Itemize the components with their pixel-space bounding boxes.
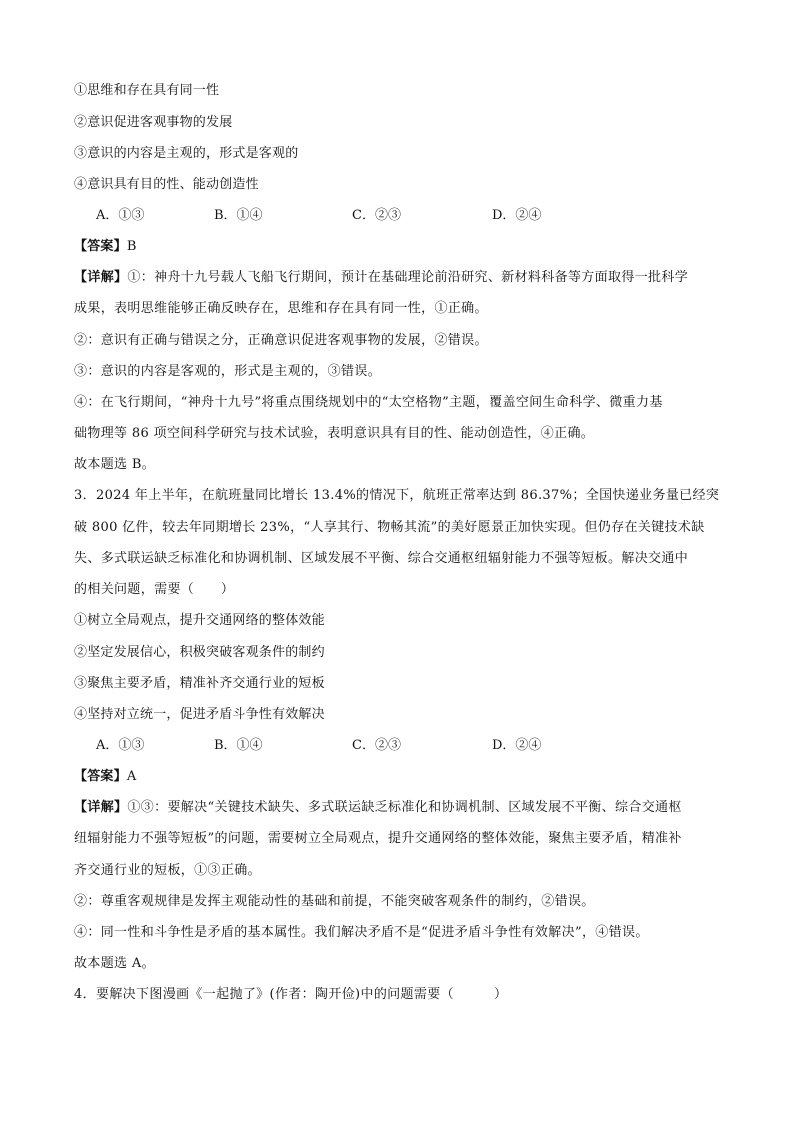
q3-detail-line-4: ②：尊重客观规律是发挥主观能动性的基础和前提，不能突破客观条件的制约，②错误。	[74, 894, 595, 909]
q2-conclusion: 故本题选 B。	[74, 457, 156, 472]
q3-statement-4: ④坚持对立统一，促进矛盾斗争性有效解决	[74, 707, 325, 722]
q2-statement-1: ①思维和存在具有同一性	[74, 83, 220, 98]
q2-statement-2: ②意识促进客观事物的发展	[74, 115, 233, 130]
q2-detail-tag: 【详解】	[74, 270, 128, 285]
q3-statement-1: ①树立全局观点，提升交通网络的整体效能	[74, 613, 325, 628]
q3-detail-line-3: 齐交通行业的短板，①③正确。	[74, 863, 261, 878]
q2-statement-4: ④意识具有目的性、能动创造性	[74, 177, 259, 192]
q2-choice-b: B．①④	[214, 208, 263, 223]
q2-detail-text-1: ①：神舟十九号载人飞船飞行期间，预计在基础理论前沿研究、新材料科备等方面取得一批科学	[127, 270, 689, 285]
q4-stem: 4．要解决下图漫画《一起抛了》(作者：陶开俭)中的问题需要（ ）	[74, 987, 508, 1002]
q3-detail-line-5: ④：同一性和斗争性是矛盾的基本属性。我们解决矛盾不是“促进矛盾斗争性有效解决”，④错误。	[74, 925, 649, 940]
q2-detail-line-2: 成果，表明思维能够正确反映存在，思维和存在具有同一性，①正确。	[74, 301, 488, 316]
q2-choice-d: D．②④	[492, 208, 542, 223]
q3-answer-tag: 【答案】	[74, 769, 127, 784]
q2-detail-line-6: 础物理等 86 项空间科学研究与技术试验，表明意识具有目的性、能动创造性，④正确。	[74, 426, 595, 441]
q2-statement-3: ③意识的内容是主观的，形式是客观的	[74, 146, 299, 161]
q2-detail-line-3: ②：意识有正确与错误之分，正确意识促进客观事物的发展，②错误。	[74, 333, 488, 348]
q3-choice-d: D．②④	[492, 738, 542, 753]
q2-choice-c: C．②③	[352, 208, 401, 223]
q2-answer-value: B	[126, 239, 137, 254]
q3-answer	[74, 768, 724, 786]
q2-answer	[74, 238, 724, 256]
q3-stem-line-1: 3．2024 年上半年，在航班量同比增长 13.4%的情况下，航班正常率达到 86.37%；全国快递业务量已经突	[74, 488, 720, 503]
q3-choice-a: A．①③	[96, 738, 145, 753]
q3-stem-line-3: 失、多式联运缺乏标准化和协调机制、区域发展不平衡、综合交通枢纽辐射能力不强等短板。解决交通中	[74, 551, 689, 566]
q2-detail-line-5: ④：在飞行期间，“神舟十九号”将重点围绕规划中的“太空格物”主题，覆盖空间生命科学、微重力基	[74, 395, 663, 410]
q3-statement-3: ③聚焦主要矛盾，精准补齐交通行业的短板	[74, 676, 325, 691]
q2-detail-line-1	[74, 269, 724, 287]
q3-choice-b: B．①④	[214, 738, 263, 753]
q3-detail-line-1	[74, 799, 724, 817]
q3-choice-c: C．②③	[352, 738, 401, 753]
q3-answer-value: A	[126, 769, 137, 784]
q3-detail-line-2: 纽辐射能力不强等短板”的问题，需要树立全局观点，提升交通网络的整体效能，聚焦主要矛盾，精准补	[74, 831, 682, 846]
q3-detail-text-1: ①③：要解决“关键技术缺失、多式联运缺乏标准化和协调机制、区域发展不平衡、综合交通枢	[127, 800, 682, 815]
q3-statement-2: ②坚定发展信心，积极突破客观条件的制约	[74, 645, 325, 660]
q3-stem-line-2: 破 800 亿件，较去年同期增长 23%，“人享其行、物畅其流”的美好愿景正加快实现。但仍存在关键技术缺	[74, 520, 705, 535]
q3-conclusion: 故本题选 A。	[74, 956, 155, 971]
q3-stem-line-4: 的相关问题，需要（ ）	[74, 582, 235, 597]
q2-answer-tag: 【答案】	[74, 239, 127, 254]
q2-detail-line-4: ③：意识的内容是客观的，形式是主观的，③错误。	[74, 364, 382, 379]
q2-choice-a: A．①③	[96, 208, 145, 223]
q3-detail-tag: 【详解】	[74, 800, 128, 815]
